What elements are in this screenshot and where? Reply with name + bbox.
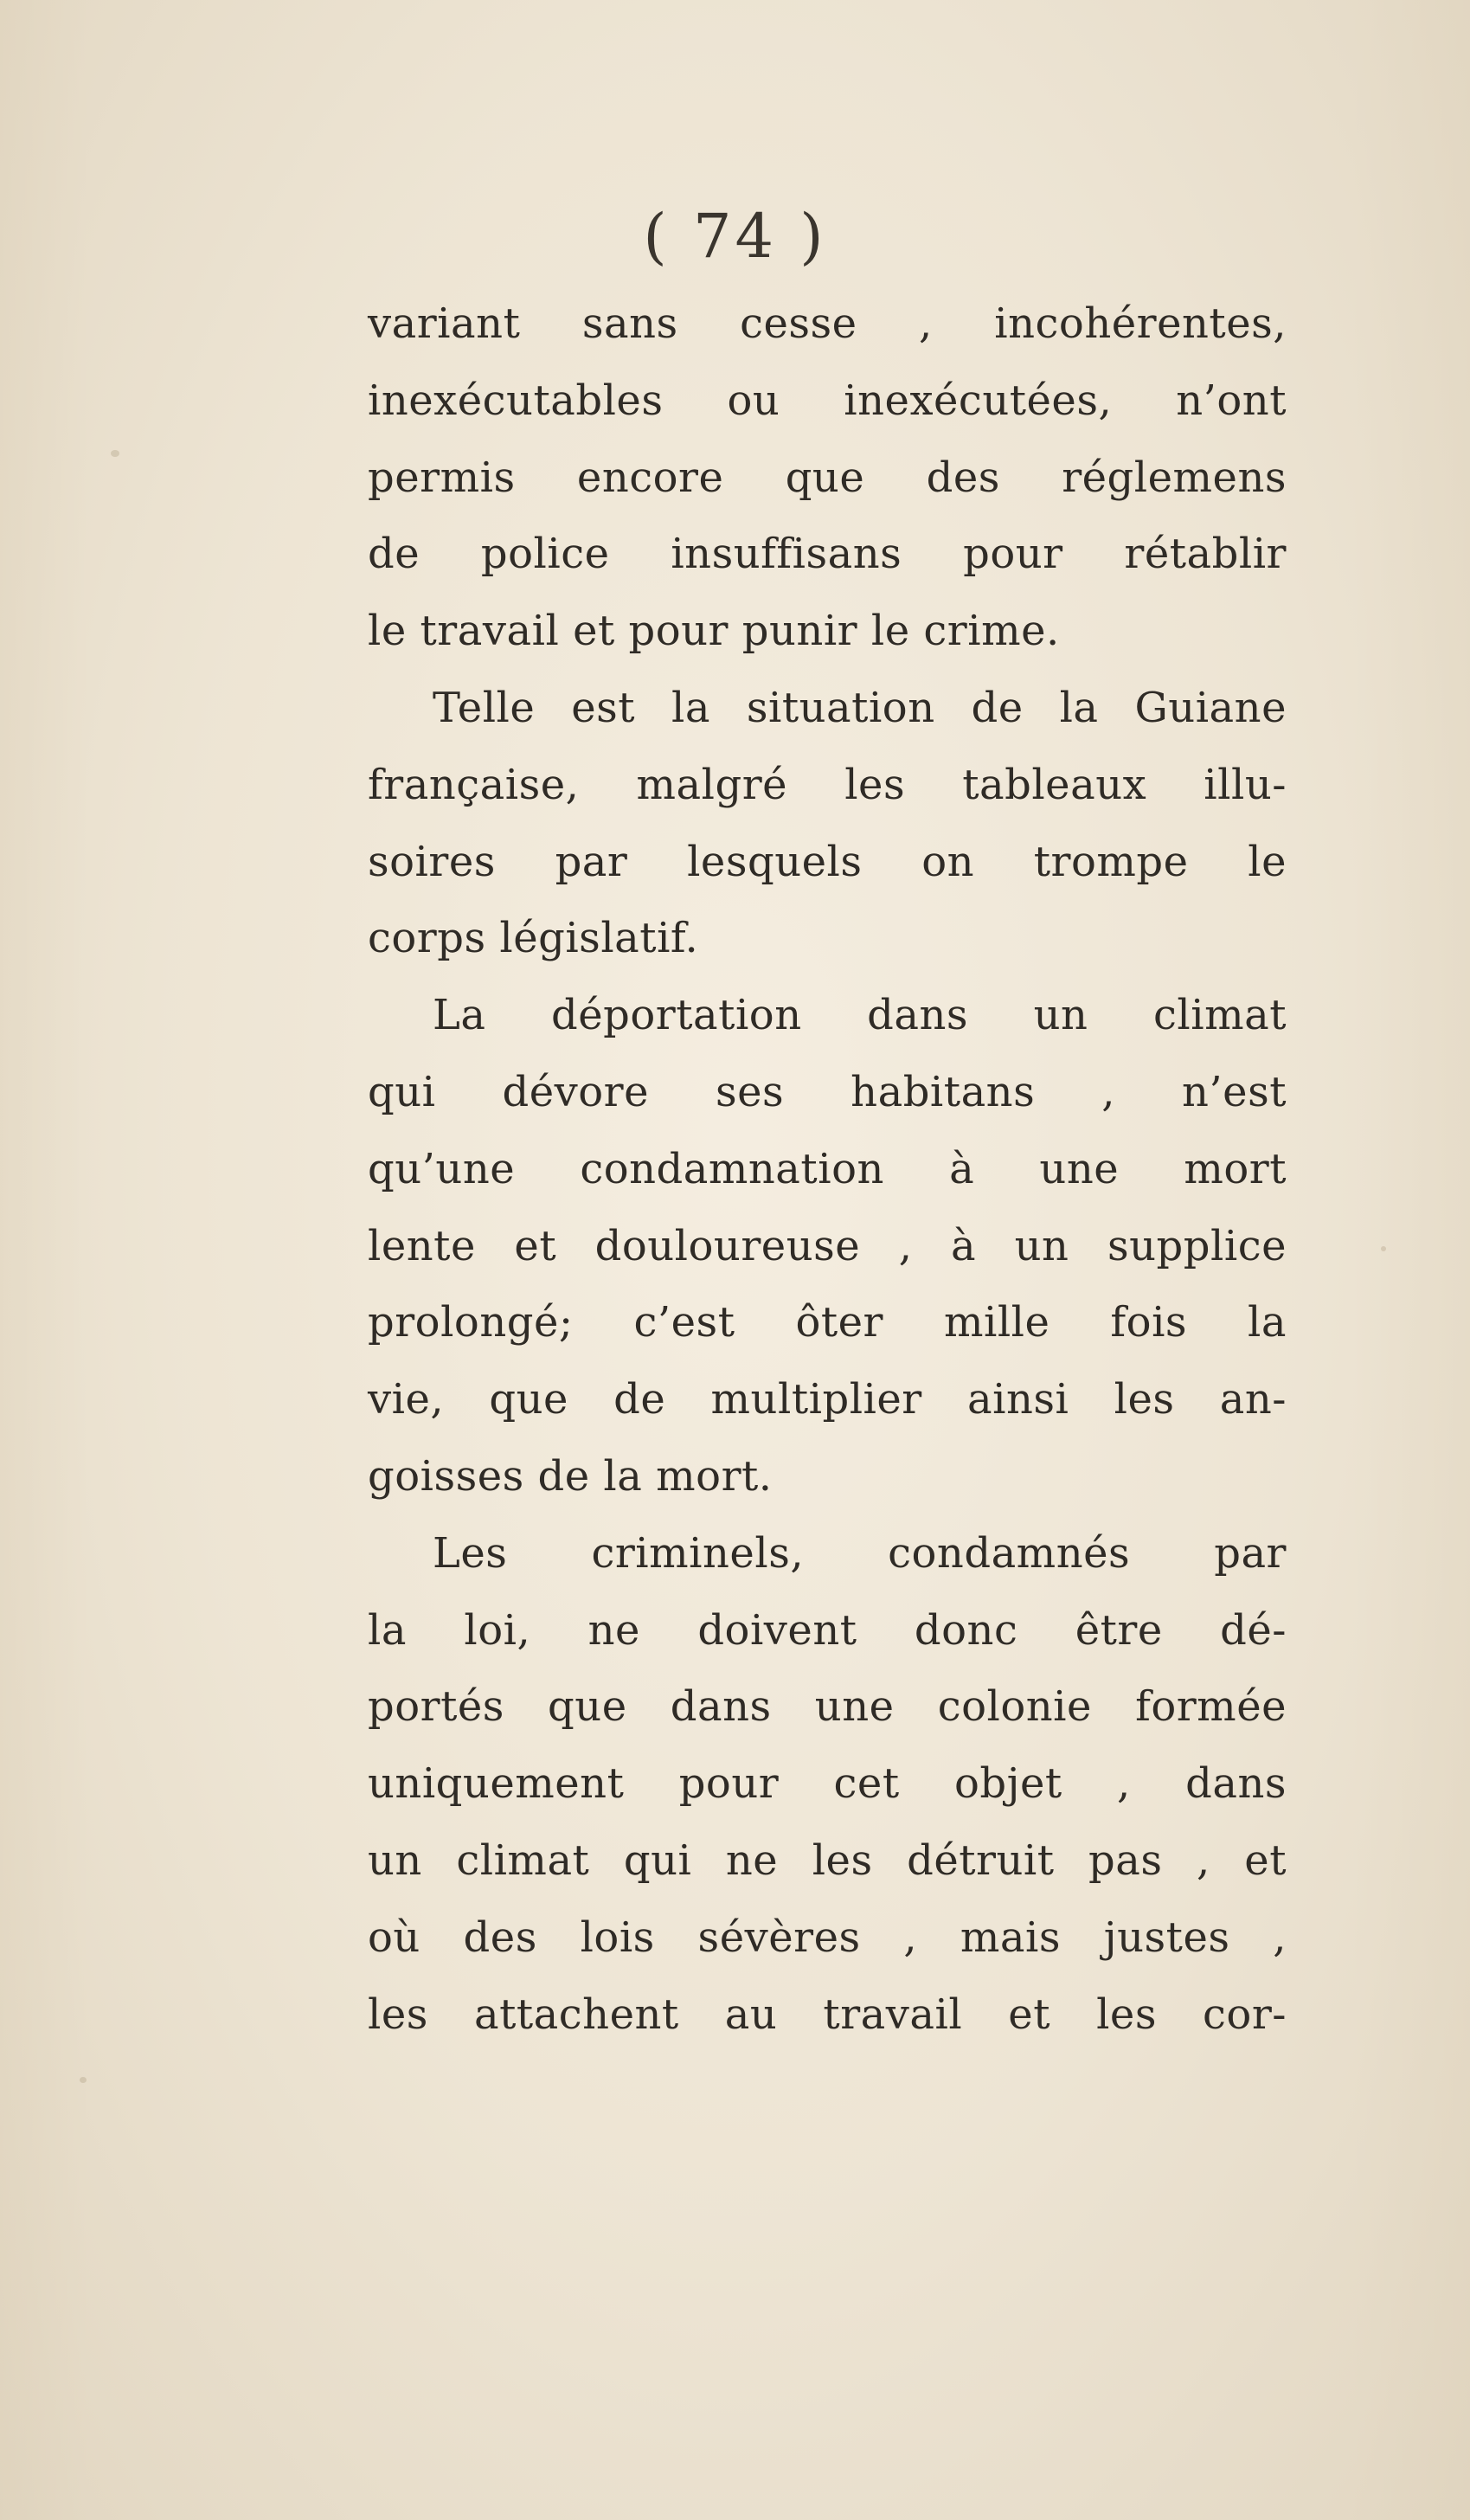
paragraph-start-line: La déportation dans un climat: [433, 991, 1287, 1040]
paragraph-start-line: Les criminels, condamnés par: [433, 1528, 1287, 1578]
paragraph-end-line: corps législatif.: [368, 914, 699, 963]
text-line: française, malgré les tableaux illu-: [368, 760, 1287, 809]
text-line: uniquement pour cet objet , dans: [368, 1759, 1287, 1809]
text-line: les attachent au travail et les cor-: [368, 1990, 1287, 2039]
paper-spot: [1381, 1246, 1386, 1251]
paper-spot: [80, 2077, 87, 2083]
paper-spot: [111, 450, 119, 457]
paragraph-end-line: goisses de la mort.: [368, 1451, 773, 1501]
paragraph-end-line: le travail et pour punir le crime.: [368, 607, 1060, 656]
paragraph-start-line: Telle est la situation de la Guiane: [433, 683, 1287, 732]
text-line: un climat qui ne les détruit pas , et: [368, 1835, 1287, 1885]
body-text: [368, 286, 1287, 2053]
text-line: soires par lesquels on trompe le: [368, 837, 1287, 886]
page-number: ( 74 ): [643, 201, 827, 272]
text-line: qui dévore ses habitans , n’est: [368, 1067, 1287, 1116]
text-line: permis encore que des réglemens: [368, 453, 1287, 502]
text-line: prolongé; c’est ôter mille fois la: [368, 1298, 1287, 1347]
text-line: vie, que de multiplier ainsi les an-: [368, 1375, 1287, 1424]
text-line: la loi, ne doivent donc être dé-: [368, 1605, 1287, 1655]
text-line: variant sans cesse , incohérentes,: [368, 299, 1287, 348]
text-line: qu’une condamnation à une mort: [368, 1144, 1287, 1193]
text-line: où des lois sévères , mais justes ,: [368, 1912, 1287, 1962]
text-line: inexécutables ou inexécutées, n’ont: [368, 376, 1287, 425]
text-line: portés que dans une colonie formée: [368, 1682, 1287, 1732]
text-line: lente et douloureuse , à un supplice: [368, 1221, 1287, 1270]
text-line: de police insuffisans pour rétablir: [368, 530, 1287, 579]
